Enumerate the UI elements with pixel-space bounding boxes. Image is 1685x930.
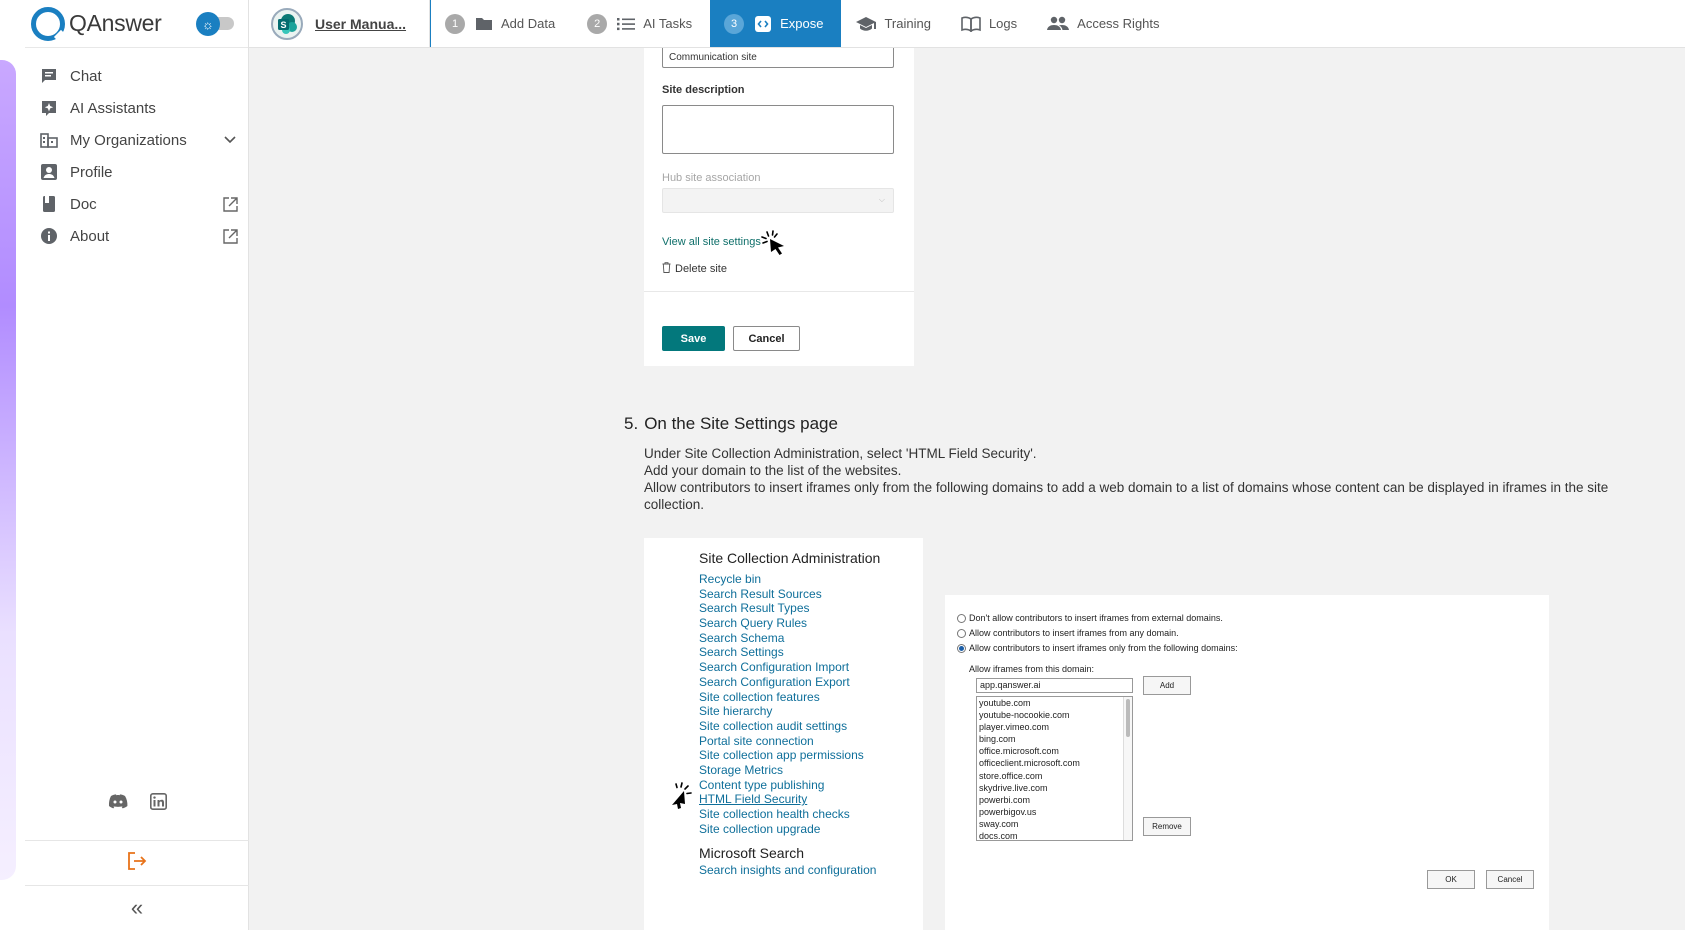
sca-link: Search Schema (699, 630, 785, 645)
sidebar-item-label: Chat (70, 67, 102, 85)
tab-label: Logs (988, 16, 1018, 31)
domain-item: youtube.com (979, 698, 1031, 708)
remove-button: Remove (1143, 817, 1191, 836)
sca-link: Site collection upgrade (699, 821, 821, 836)
sca-heading: Site Collection Administration (699, 550, 881, 566)
domain-listbox (976, 696, 1133, 841)
profile-icon (39, 162, 59, 182)
html-field-security-screenshot (945, 595, 1549, 930)
theme-toggle[interactable] (196, 12, 236, 34)
sidebar-item-label: Doc (70, 195, 97, 213)
domain-item: office.microsoft.com (979, 746, 1059, 757)
sidebar-item-label: Profile (70, 163, 113, 181)
sidebar-item-label: My Organizations (70, 131, 187, 149)
site-description-label: Site description (662, 84, 745, 96)
sca-link: Portal site connection (699, 733, 814, 748)
sca-link: Search insights and configuration (699, 863, 877, 877)
site-type-field: Communication site (662, 48, 894, 68)
domain-item: youtube-nocookie.com (979, 710, 1070, 721)
site-info-screenshot (644, 48, 914, 366)
chevron-down-icon[interactable] (222, 132, 238, 148)
domain-input: app.qanswer.ai (976, 678, 1133, 693)
domain-item: officeclient.microsoft.com (979, 758, 1080, 769)
sca-link: Recycle bin (699, 572, 762, 586)
step-number: 1 (445, 14, 465, 34)
background-gradient (0, 60, 16, 880)
allow-domain-label: Allow iframes from this domain: (969, 664, 1095, 674)
project-title[interactable]: User Manua... (315, 15, 407, 32)
cancel-button: Cancel (1486, 870, 1534, 889)
tab-training[interactable] (841, 0, 945, 47)
domain-item: player.vimeo.com (979, 722, 1050, 733)
sca-link: Search Result Types (699, 601, 810, 616)
step-number: 2 (587, 14, 607, 34)
tab-access-rights[interactable] (1032, 0, 1174, 47)
view-all-site-settings-link: View all site settings (662, 236, 761, 248)
chevron-down-icon: ⌵ (878, 195, 885, 204)
sca-link: Content type publishing (699, 777, 825, 792)
step-label: AI Tasks (643, 16, 693, 31)
left-edge-strip (0, 0, 25, 930)
domain-item: powerbigov.us (979, 806, 1037, 817)
step-number: 3 (724, 14, 744, 34)
external-link-icon (222, 228, 238, 244)
qanswer-logo-icon (31, 7, 65, 41)
tab-label: Training (884, 16, 931, 31)
sharepoint-icon (271, 8, 303, 40)
step-ai-tasks[interactable] (573, 0, 710, 47)
site-description-textarea (662, 105, 894, 154)
hub-site-label: Hub site association (662, 172, 761, 184)
step-heading (624, 414, 1624, 434)
people-icon (1047, 16, 1069, 31)
book-icon (39, 194, 59, 214)
project-selector[interactable] (249, 0, 430, 47)
instruction-line: Add your domain to the list of the websites. (644, 463, 902, 478)
sun-icon: ☼ (196, 12, 220, 36)
linkedin-icon[interactable] (150, 793, 167, 815)
domain-item: sway.com (979, 818, 1019, 829)
click-cursor-icon (761, 230, 789, 258)
radio-button (957, 629, 966, 638)
logout-button[interactable] (25, 840, 249, 886)
folder-icon (475, 16, 493, 31)
domain-item: skydrive.live.com (979, 782, 1048, 793)
panel-divider (644, 291, 914, 292)
microsoft-search-list (699, 863, 876, 878)
instruction-line: Allow contributors to insert iframes only from the following domains to add a web domain to a list of domains whose content can be displayed in iframes in the site collection. (644, 480, 1609, 512)
external-link-icon (222, 196, 238, 212)
sidebar-item-ai-assistants[interactable] (25, 92, 248, 124)
sca-link: Search Result Sources (699, 586, 822, 601)
sca-link: Search Settings (699, 645, 784, 660)
step-title: On the Site Settings page (644, 414, 838, 433)
domain-item: docs.com (979, 831, 1018, 841)
radio-label: Don't allow contributors to insert iframes from external domains. (969, 613, 1223, 623)
step-description (644, 445, 1624, 513)
code-box-icon (754, 15, 772, 33)
instruction-line: Under Site Collection Administration, select 'HTML Field Security'. (644, 446, 1037, 461)
radio-option (957, 643, 1238, 653)
logout-icon (127, 852, 147, 875)
delete-site-link (662, 262, 727, 276)
sidebar-nav (25, 60, 248, 252)
sidebar-item-label: AI Assistants (70, 99, 156, 117)
sidebar-item-about[interactable] (25, 220, 248, 252)
top-bar (249, 0, 1685, 48)
organization-icon (39, 130, 59, 150)
radio-option (957, 628, 1179, 638)
sca-link: Site hierarchy (699, 704, 773, 719)
sca-link: Site collection features (699, 689, 820, 704)
chat-icon (39, 66, 59, 86)
sca-link: Site collection audit settings (699, 718, 848, 733)
step-label: Add Data (501, 16, 556, 31)
list-icon (617, 17, 635, 31)
step-expose[interactable] (710, 0, 841, 47)
tab-label: Access Rights (1077, 16, 1160, 31)
radio-button (957, 614, 966, 623)
discord-icon[interactable] (108, 794, 128, 814)
graduation-cap-icon (856, 16, 876, 32)
trash-icon (662, 262, 671, 276)
sidebar-item-label: About (70, 227, 110, 245)
sidebar-item-profile[interactable] (25, 156, 248, 188)
brand-name: QAnswer (69, 10, 162, 36)
step-number: 5. (624, 414, 639, 433)
radio-label: Allow contributors to insert iframes only from the following domains: (969, 643, 1238, 653)
manual-content (249, 48, 1685, 930)
svg-text:S: S (280, 19, 287, 30)
radio-label: Allow contributors to insert iframes from any domain. (969, 628, 1179, 638)
domain-item: store.office.com (979, 770, 1043, 781)
radio-option (957, 613, 1223, 623)
domain-item: powerbi.com (979, 794, 1031, 805)
sca-link: Search Query Rules (699, 616, 808, 631)
cancel-button: Cancel (733, 326, 800, 351)
sca-link: Site collection app permissions (699, 748, 864, 763)
save-button: Save (662, 326, 725, 351)
click-cursor-icon (666, 781, 694, 809)
ok-button: OK (1427, 870, 1475, 889)
sca-link-list (699, 572, 864, 836)
step-label: Expose (780, 16, 824, 31)
hub-site-select (662, 188, 894, 213)
delete-site-label: Delete site (675, 263, 727, 275)
site-collection-admin-screenshot (644, 538, 923, 930)
tab-logs[interactable] (946, 0, 1032, 47)
step-add-data[interactable] (430, 0, 573, 47)
info-icon (39, 226, 59, 246)
sca-link: Site collection health checks (699, 807, 850, 821)
add-button: Add (1143, 676, 1191, 695)
step-5-section (624, 414, 1624, 513)
listbox-scrollbar (1123, 697, 1132, 840)
html-field-security-link: HTML Field Security (699, 792, 808, 807)
social-links (25, 784, 249, 824)
ai-sparkle-icon (39, 98, 59, 118)
radio-button-selected (957, 644, 966, 653)
sidebar-item-doc[interactable] (25, 188, 248, 220)
double-chevron-left-icon: « (130, 895, 144, 920)
sidebar (25, 0, 249, 930)
domain-item: bing.com (979, 734, 1016, 745)
sidebar-item-my-organizations[interactable] (25, 124, 248, 156)
collapse-sidebar-button[interactable] (25, 886, 249, 930)
open-book-icon (961, 16, 981, 32)
microsoft-search-heading: Microsoft Search (699, 845, 805, 861)
sca-link: Search Configuration Import (699, 660, 850, 675)
sca-link: Search Configuration Export (699, 674, 850, 689)
sidebar-item-chat[interactable] (25, 60, 248, 92)
sca-link: Storage Metrics (699, 762, 784, 777)
